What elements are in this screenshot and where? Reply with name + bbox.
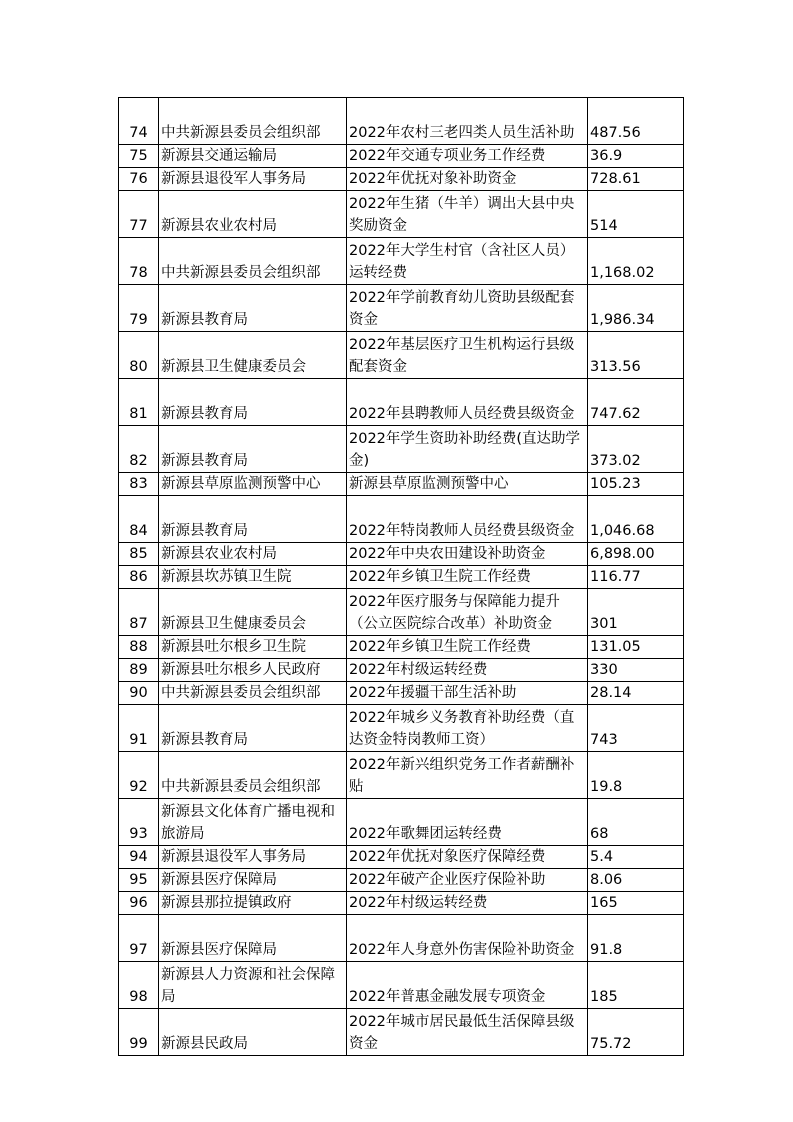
amount-cell: 165 <box>588 892 684 915</box>
project-name-cell: 2022年生猪（牛羊）调出大县中央奖励资金 <box>347 191 588 238</box>
project-name-cell: 2022年学前教育幼儿资助县级配套资金 <box>347 285 588 332</box>
project-name-cell: 2022年特岗教师人员经费县级资金 <box>347 496 588 543</box>
table-row <box>119 566 684 589</box>
amount-cell: 36.9 <box>588 145 684 168</box>
project-name-cell: 2022年歌舞团运转经费 <box>347 799 588 846</box>
project-name-cell: 2022年城市居民最低生活保障县级资金 <box>347 1009 588 1056</box>
amount-cell: 1,046.68 <box>588 496 684 543</box>
row-number-cell: 85 <box>119 543 159 566</box>
amount-cell: 747.62 <box>588 379 684 426</box>
row-number-cell: 80 <box>119 332 159 379</box>
project-name-cell: 新源县草原监测预警中心 <box>347 473 588 496</box>
table-row <box>119 752 684 799</box>
department-cell: 新源县坎苏镇卫生院 <box>159 566 347 589</box>
row-number-cell: 81 <box>119 379 159 426</box>
table-row <box>119 543 684 566</box>
row-number-cell: 98 <box>119 962 159 1009</box>
amount-cell: 8.06 <box>588 869 684 892</box>
department-cell: 新源县退役军人事务局 <box>159 846 347 869</box>
department-cell: 新源县那拉提镇政府 <box>159 892 347 915</box>
amount-cell: 330 <box>588 659 684 682</box>
department-cell: 中共新源县委员会组织部 <box>159 238 347 285</box>
department-cell: 新源县卫生健康委员会 <box>159 589 347 636</box>
project-name-cell: 2022年援疆干部生活补助 <box>347 682 588 705</box>
amount-cell: 185 <box>588 962 684 1009</box>
table-row <box>119 846 684 869</box>
row-number-cell: 74 <box>119 98 159 145</box>
amount-cell: 131.05 <box>588 636 684 659</box>
department-cell: 中共新源县委员会组织部 <box>159 752 347 799</box>
amount-cell: 728.61 <box>588 168 684 191</box>
amount-cell: 1,168.02 <box>588 238 684 285</box>
row-number-cell: 76 <box>119 168 159 191</box>
row-number-cell: 90 <box>119 682 159 705</box>
row-number-cell: 96 <box>119 892 159 915</box>
table-row <box>119 682 684 705</box>
table-row <box>119 145 684 168</box>
table-row <box>119 1009 684 1056</box>
table-row <box>119 962 684 1009</box>
project-name-cell: 2022年村级运转经费 <box>347 659 588 682</box>
project-name-cell: 2022年农村三老四类人员生活补助 <box>347 98 588 145</box>
row-number-cell: 99 <box>119 1009 159 1056</box>
table-row <box>119 705 684 752</box>
table-row <box>119 892 684 915</box>
table-row <box>119 496 684 543</box>
amount-cell: 28.14 <box>588 682 684 705</box>
row-number-cell: 79 <box>119 285 159 332</box>
table-row <box>119 869 684 892</box>
department-cell: 新源县退役军人事务局 <box>159 168 347 191</box>
table-row <box>119 285 684 332</box>
amount-cell: 487.56 <box>588 98 684 145</box>
department-cell: 新源县教育局 <box>159 496 347 543</box>
department-cell: 新源县医疗保障局 <box>159 869 347 892</box>
amount-cell: 514 <box>588 191 684 238</box>
project-name-cell: 2022年中央农田建设补助资金 <box>347 543 588 566</box>
row-number-cell: 94 <box>119 846 159 869</box>
table-row <box>119 168 684 191</box>
project-name-cell: 2022年乡镇卫生院工作经费 <box>347 566 588 589</box>
amount-cell: 6,898.00 <box>588 543 684 566</box>
project-name-cell: 2022年优抚对象医疗保障经费 <box>347 846 588 869</box>
project-name-cell: 2022年城乡义务教育补助经费（直达资金特岗教师工资） <box>347 705 588 752</box>
amount-cell: 743 <box>588 705 684 752</box>
project-name-cell: 2022年学生资助补助经费(直达助学金) <box>347 426 588 473</box>
department-cell: 新源县教育局 <box>159 285 347 332</box>
table-row <box>119 332 684 379</box>
table-row <box>119 238 684 285</box>
department-cell: 中共新源县委员会组织部 <box>159 98 347 145</box>
table-body <box>119 98 684 1056</box>
row-number-cell: 86 <box>119 566 159 589</box>
table-row <box>119 473 684 496</box>
project-name-cell: 2022年医疗服务与保障能力提升（公立医院综合改革）补助资金 <box>347 589 588 636</box>
amount-cell: 116.77 <box>588 566 684 589</box>
table-row <box>119 379 684 426</box>
amount-cell: 373.02 <box>588 426 684 473</box>
amount-cell: 313.56 <box>588 332 684 379</box>
department-cell: 新源县教育局 <box>159 379 347 426</box>
project-name-cell: 2022年基层医疗卫生机构运行县级配套资金 <box>347 332 588 379</box>
row-number-cell: 93 <box>119 799 159 846</box>
row-number-cell: 95 <box>119 869 159 892</box>
project-name-cell: 2022年乡镇卫生院工作经费 <box>347 636 588 659</box>
department-cell: 新源县医疗保障局 <box>159 915 347 962</box>
table-row <box>119 191 684 238</box>
amount-cell: 1,986.34 <box>588 285 684 332</box>
department-cell: 新源县吐尔根乡人民政府 <box>159 659 347 682</box>
department-cell: 新源县交通运输局 <box>159 145 347 168</box>
table-row <box>119 799 684 846</box>
department-cell: 新源县教育局 <box>159 705 347 752</box>
row-number-cell: 77 <box>119 191 159 238</box>
amount-cell: 75.72 <box>588 1009 684 1056</box>
table-row <box>119 636 684 659</box>
amount-cell: 68 <box>588 799 684 846</box>
row-number-cell: 89 <box>119 659 159 682</box>
row-number-cell: 87 <box>119 589 159 636</box>
project-name-cell: 2022年县聘教师人员经费县级资金 <box>347 379 588 426</box>
department-cell: 新源县农业农村局 <box>159 543 347 566</box>
project-name-cell: 2022年普惠金融发展专项资金 <box>347 962 588 1009</box>
department-cell: 新源县农业农村局 <box>159 191 347 238</box>
table-row <box>119 426 684 473</box>
project-name-cell: 2022年交通专项业务工作经费 <box>347 145 588 168</box>
project-name-cell: 2022年优抚对象补助资金 <box>347 168 588 191</box>
table-row <box>119 659 684 682</box>
amount-cell: 19.8 <box>588 752 684 799</box>
table-row <box>119 589 684 636</box>
table-row <box>119 915 684 962</box>
row-number-cell: 75 <box>119 145 159 168</box>
row-number-cell: 88 <box>119 636 159 659</box>
department-cell: 新源县文化体育广播电视和旅游局 <box>159 799 347 846</box>
amount-cell: 91.8 <box>588 915 684 962</box>
project-name-cell: 2022年破产企业医疗保险补助 <box>347 869 588 892</box>
row-number-cell: 91 <box>119 705 159 752</box>
department-cell: 新源县教育局 <box>159 426 347 473</box>
row-number-cell: 82 <box>119 426 159 473</box>
project-name-cell: 2022年人身意外伤害保险补助资金 <box>347 915 588 962</box>
department-cell: 新源县民政局 <box>159 1009 347 1056</box>
row-number-cell: 92 <box>119 752 159 799</box>
row-number-cell: 78 <box>119 238 159 285</box>
department-cell: 中共新源县委员会组织部 <box>159 682 347 705</box>
amount-cell: 301 <box>588 589 684 636</box>
project-name-cell: 2022年村级运转经费 <box>347 892 588 915</box>
row-number-cell: 84 <box>119 496 159 543</box>
department-cell: 新源县吐尔根乡卫生院 <box>159 636 347 659</box>
table-row <box>119 98 684 145</box>
project-name-cell: 2022年新兴组织党务工作者薪酬补贴 <box>347 752 588 799</box>
fund-allocation-table <box>118 97 684 1056</box>
amount-cell: 105.23 <box>588 473 684 496</box>
project-name-cell: 2022年大学生村官（含社区人员）运转经费 <box>347 238 588 285</box>
amount-cell: 5.4 <box>588 846 684 869</box>
row-number-cell: 83 <box>119 473 159 496</box>
department-cell: 新源县人力资源和社会保障局 <box>159 962 347 1009</box>
department-cell: 新源县草原监测预警中心 <box>159 473 347 496</box>
row-number-cell: 97 <box>119 915 159 962</box>
department-cell: 新源县卫生健康委员会 <box>159 332 347 379</box>
